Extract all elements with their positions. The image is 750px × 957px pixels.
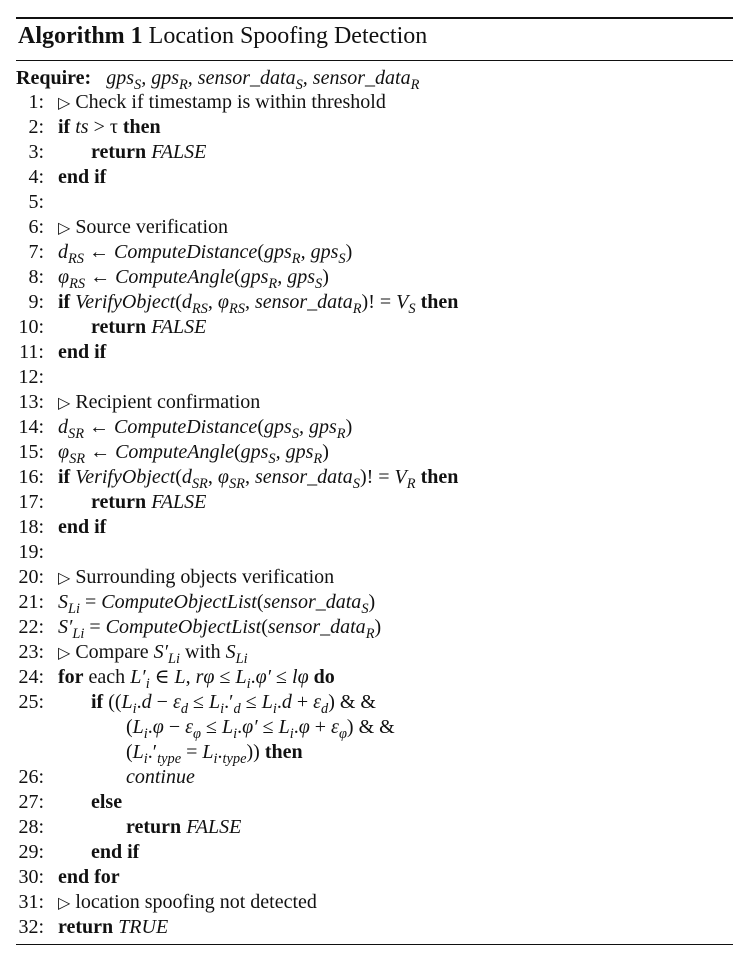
line-16 — [16, 465, 459, 492]
line-13 — [16, 390, 261, 415]
line-10 — [16, 315, 207, 340]
comment: ▷ Source verification — [58, 216, 229, 238]
line-1 — [16, 90, 386, 115]
statement: if $VerifyObject(d_{RS}$, $\varphi_{RS}$, sensor_data$_R$)! = $V_S$ then — [58, 291, 459, 317]
line-22 — [16, 615, 382, 642]
line-number: 23: — [18, 641, 44, 663]
line-number: 5: — [28, 191, 44, 213]
statement: end if — [58, 516, 107, 538]
statement: $d_{SR}$ ← ComputeDistance(gps$_S$, gps$_R$) — [58, 416, 353, 442]
line-25 — [16, 690, 376, 717]
line-number: 11: — [19, 341, 44, 363]
line-number: 10: — [18, 316, 44, 338]
line-17 — [16, 490, 207, 515]
comment: ▷ Recipient confirmation — [58, 391, 261, 413]
line-number: 26: — [18, 766, 44, 788]
line-4 — [16, 165, 107, 190]
line-number: 29: — [18, 841, 44, 863]
line-2 — [16, 115, 161, 140]
line-27 — [16, 790, 123, 815]
statement: $\varphi_{SR}$ ← ComputeAngle(gps$_S$, gps$_R$) — [58, 441, 329, 467]
statement: $d_{RS}$ ← ComputeDistance(gps$_R$, gps$_S$) — [58, 241, 353, 267]
line-26 — [16, 765, 195, 790]
statement: return FALSE — [91, 491, 207, 513]
line-3 — [16, 140, 207, 165]
require-keyword: Require: — [16, 67, 92, 89]
line-number: 12: — [18, 366, 44, 388]
comment: ▷ Surrounding objects verification — [58, 566, 335, 588]
line-number: 16: — [18, 466, 44, 488]
line-number: 31: — [18, 891, 44, 913]
line-number: 1: — [28, 91, 44, 113]
line-28 — [16, 815, 242, 840]
comment: ▷ location spoofing not detected — [58, 891, 317, 913]
line-14 — [16, 415, 353, 442]
title-rule — [16, 60, 733, 61]
bottom-rule — [16, 944, 733, 945]
line-number: 2: — [28, 116, 44, 138]
line-number: 19: — [18, 541, 44, 563]
line-number: 4: — [28, 166, 44, 188]
statement: $(L_i.\varphi - \varepsilon_\varphi \le L_i.\varphi' \le L_i.\varphi + \varepsilon_\varphi)$ & & — [126, 716, 395, 742]
statement: if ts > τ then — [58, 116, 161, 138]
line-9 — [16, 290, 459, 317]
line-18 — [16, 515, 107, 540]
statement: $\varphi_{RS}$ ← ComputeAngle(gps$_R$, gps$_S$) — [58, 266, 329, 292]
line-number: 21: — [18, 591, 44, 613]
require-inputs: gps$_S$, gps$_R$, sensor_data$_S$, sensor_data$_R$ — [106, 67, 420, 93]
statement: end if — [91, 841, 140, 863]
line-number: 3: — [28, 141, 44, 163]
statement: for each $L'_i$ ∈ L, $r\varphi \le L_i.\varphi' \le l\varphi$ do — [58, 666, 335, 692]
statement: continue — [126, 766, 195, 788]
statement: return FALSE — [91, 316, 207, 338]
line-number: 24: — [18, 666, 44, 688]
line-number: 7: — [28, 241, 44, 263]
statement: if ($(L_i.d - \varepsilon_d \le L_i.'_d \le L_i.d + \varepsilon_d)$ & & — [91, 691, 376, 717]
line-number: 9: — [28, 291, 44, 313]
top-rule — [16, 17, 733, 19]
require-line — [16, 66, 419, 91]
line-number: 20: — [18, 566, 44, 588]
line-31 — [16, 890, 317, 915]
line-number: 17: — [18, 491, 44, 513]
line-20 — [16, 565, 335, 590]
algorithm-title — [18, 21, 427, 51]
line-7 — [16, 240, 353, 267]
line-number: 22: — [18, 616, 44, 638]
line-21 — [16, 590, 376, 617]
statement: $S'_{Li}$ = ComputeObjectList(sensor_data$_R$) — [58, 616, 382, 642]
statement: end if — [58, 166, 107, 188]
line-number: 18: — [18, 516, 44, 538]
statement: return TRUE — [58, 916, 169, 938]
statement: else — [91, 791, 123, 813]
line-number: 14: — [18, 416, 44, 438]
line-29 — [16, 840, 140, 865]
line-24 — [16, 665, 335, 692]
line-19 — [16, 540, 44, 565]
line-number: 15: — [18, 441, 44, 463]
line-number: 30: — [18, 866, 44, 888]
statement: end for — [58, 866, 120, 888]
statement: return FALSE — [126, 816, 242, 838]
line-23 — [16, 640, 248, 667]
statement: $S_{Li}$ = ComputeObjectList(sensor_data$_S$) — [58, 591, 376, 617]
line-30 — [16, 865, 120, 890]
statement: end if — [58, 341, 107, 363]
statement: $(L_i.'_{type} = L_i._{type})$) then — [126, 741, 303, 767]
line-number: 25: — [18, 691, 44, 713]
line-number: 8: — [28, 266, 44, 288]
line-number: 6: — [28, 216, 44, 238]
line-11 — [16, 340, 107, 365]
comment: ▷ Compare $S'_{Li}$ with $S_{Li}$ — [58, 641, 248, 667]
line-32 — [16, 915, 169, 940]
algorithm-name: Location Spoofing Detection — [148, 23, 428, 49]
line-15 — [16, 440, 329, 467]
line-12 — [16, 365, 44, 390]
line-6 — [16, 215, 229, 240]
statement: if $VerifyObject(d_{SR}$, $\varphi_{SR}$, sensor_data$_S$)! = $V_R$ then — [58, 466, 459, 492]
algorithm-label: Algorithm 1 — [18, 23, 143, 49]
line-number: 28: — [18, 816, 44, 838]
statement: return FALSE — [91, 141, 207, 163]
line-8 — [16, 265, 329, 292]
line-number: 13: — [18, 391, 44, 413]
line-number: 27: — [18, 791, 44, 813]
line-5 — [16, 190, 44, 215]
comment: ▷ Check if timestamp is within threshold — [58, 91, 386, 113]
line-number: 32: — [18, 916, 44, 938]
